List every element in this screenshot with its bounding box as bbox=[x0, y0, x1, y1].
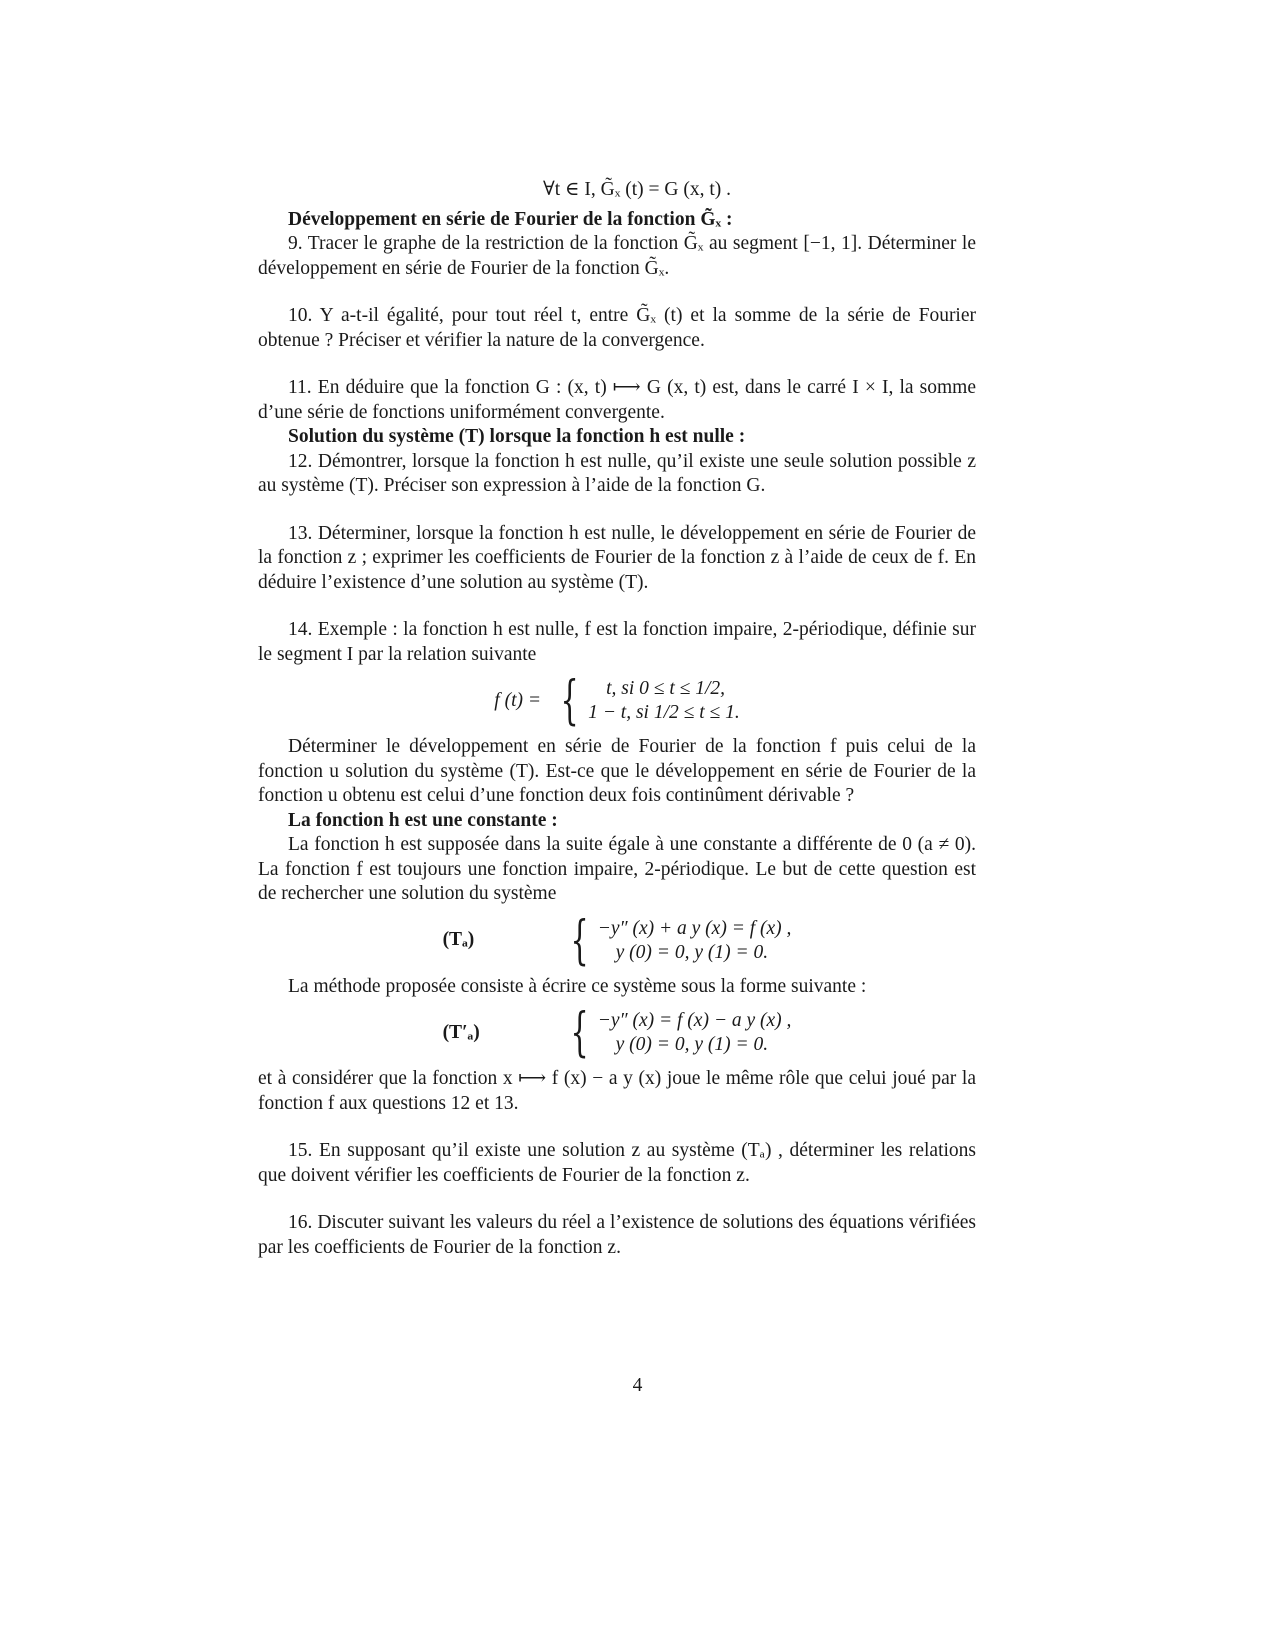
page-number: 4 bbox=[632, 1375, 643, 1396]
question-14: 14. Exemple : la fonction h est nulle, f est la fonction impaire, 2-périodique, définie sur le segment I par la relation suivante bbox=[258, 619, 976, 665]
paragraph-method: La méthode proposée consiste à écrire ce système sous la forme suivante : bbox=[288, 975, 867, 997]
piecewise-lhs: f (t) = bbox=[494, 689, 542, 711]
piecewise-line-1: t, si 0 ≤ t ≤ 1/2, bbox=[606, 678, 726, 699]
system-Ta-line-2: y (0) = 0, y (1) = 0. bbox=[615, 941, 769, 963]
paragraph-consider: et à considérer que la fonction x ⟼ f (x) − a y (x) joue le même rôle que celui joué par la fonction f aux questions 12 et 13. bbox=[258, 1068, 976, 1114]
question-13: 13. Déterminer, lorsque la fonction h est nulle, le développement en série de Fourier de la fonction z ; exprimer les coefficients de Fourier de la fonction z à l’aide de ceux de f. En déduire l’existence d’une solution au système (T). bbox=[258, 522, 976, 593]
question-9: 9. Tracer le graphe de la restriction de la fonction G̃ₓ au segment [−1, 1]. Déterminer le développement en série de Fourier de la fonction G̃ₓ. bbox=[258, 233, 976, 279]
left-brace: { bbox=[560, 671, 579, 731]
section-heading-fourier: Développement en série de Fourier de la fonction G̃ₓ : bbox=[288, 208, 733, 230]
piecewise-definition bbox=[258, 671, 976, 731]
left-brace: { bbox=[570, 1003, 589, 1063]
system-Ta-prime-label: (T′ₐ) bbox=[442, 1021, 480, 1043]
page-content bbox=[258, 178, 976, 1260]
section-heading-h-constant: La fonction h est une constante : bbox=[288, 809, 558, 831]
question-16: 16. Discuter suivant les valeurs du réel a l’existence de solutions des équations vérifiées par les coefficients de Fourier de la fonction z. bbox=[258, 1212, 976, 1258]
question-11: 11. En déduire que la fonction G : (x, t) ⟼ G (x, t) est, dans le carré I × I, la somme d’une série de fonctions uniformément convergente. bbox=[258, 377, 976, 423]
system-Ta-prime bbox=[258, 1003, 976, 1063]
question-14-continued: Déterminer le développement en série de Fourier de la fonction f puis celui de la fonction u solution du système (T). Est-ce que le développement en série de Fourier de la fonction u obtenu est celui d’une fonction deux fois continûment dérivable ? bbox=[258, 736, 976, 806]
question-15: 15. En supposant qu’il existe une solution z au système (Tₐ) , déterminer les relations que doivent vérifier les coefficients de Fourier de la fonction z. bbox=[258, 1140, 976, 1186]
question-10: 10. Y a-t-il égalité, pour tout réel t, entre G̃ₓ (t) et la somme de la série de Fourier obtenue ? Préciser et vérifier la nature de la convergence. bbox=[258, 305, 976, 351]
left-brace: { bbox=[570, 910, 589, 971]
system-Ta-line-1: −y″ (x) + a y (x) = f (x) , bbox=[597, 917, 792, 939]
system-Ta-prime-line-2: y (0) = 0, y (1) = 0. bbox=[615, 1034, 769, 1055]
display-equation: ∀t ∈ I, G̃ₓ (t) = G (x, t) . bbox=[543, 179, 731, 200]
question-12: 12. Démontrer, lorsque la fonction h est nulle, qu’il existe une seule solution possible z au système (T). Préciser son expression à l’aide de la fonction G. bbox=[258, 450, 976, 496]
system-Ta-label: (Tₐ) bbox=[442, 929, 475, 951]
paragraph-constant: La fonction h est supposée dans la suite égale à une constante a différente de 0 (a ≠ 0). La fonction f est toujours une fonction impaire, 2-périodique. Le but de cette question est de rechercher une solution du système bbox=[258, 834, 976, 904]
system-Ta-prime-line-1: −y″ (x) = f (x) − a y (x) , bbox=[597, 1010, 792, 1031]
system-Ta bbox=[258, 910, 976, 971]
section-heading-h-null: Solution du système (T) lorsque la fonction h est nulle : bbox=[288, 426, 746, 447]
piecewise-line-2: 1 − t, si 1/2 ≤ t ≤ 1. bbox=[588, 702, 740, 723]
